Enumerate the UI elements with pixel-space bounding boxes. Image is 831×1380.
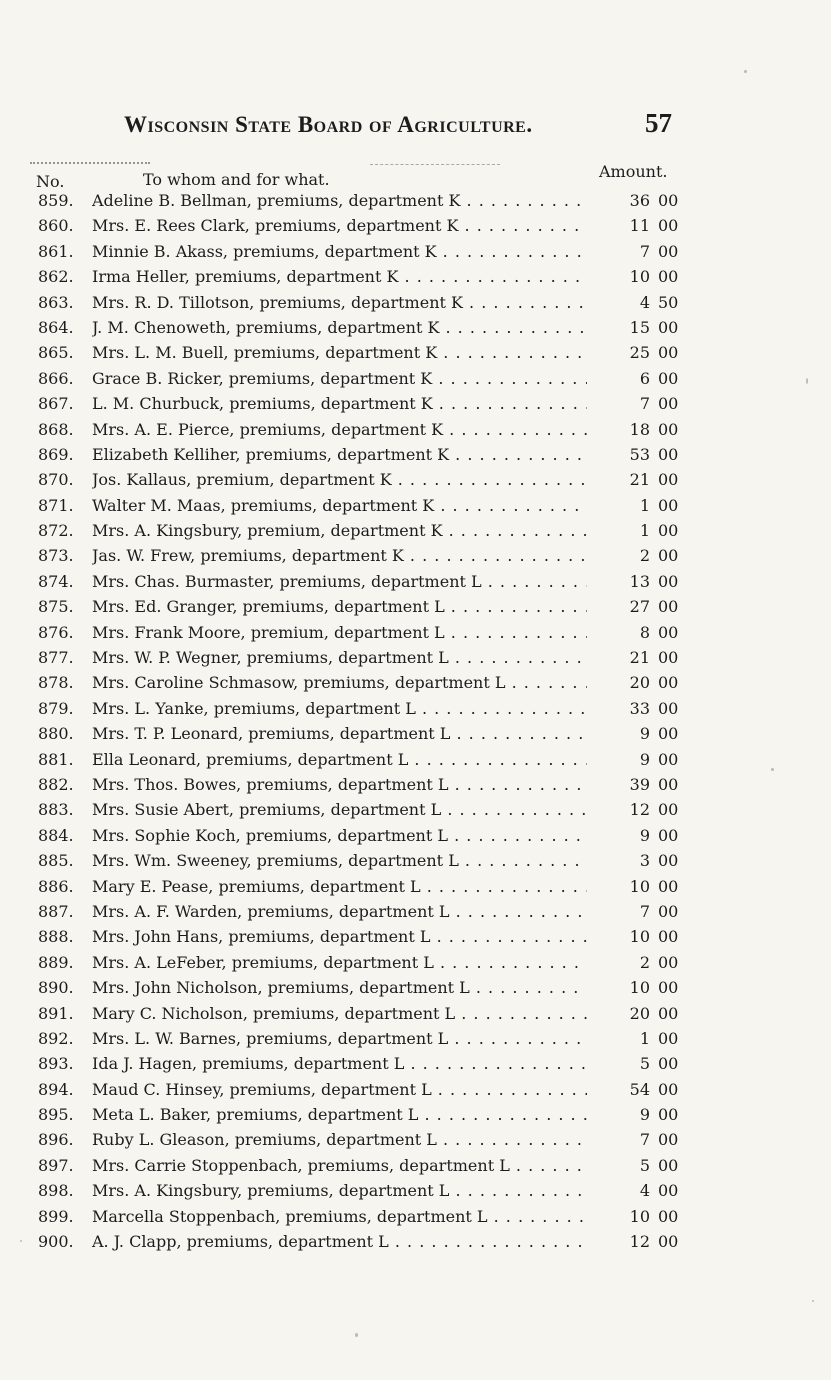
entry-description: Mrs. John Nicholson, premiums, department L . . . xyxy=(92,978,587,997)
table-row xyxy=(0,1026,831,1051)
table-row xyxy=(0,1204,831,1229)
table-row xyxy=(0,975,831,1000)
entry-description: J. M. Chenoweth, premiums, department K . . . xyxy=(92,318,587,337)
amount-dollars: 10 xyxy=(629,927,650,947)
entry-description: Walter M. Maas, premiums, department K . . . xyxy=(92,496,587,515)
amount-dollars: 9 xyxy=(639,749,650,769)
entry-number: 891. xyxy=(38,1003,74,1023)
amount-dollars: 25 xyxy=(629,343,650,363)
table-row xyxy=(0,874,831,899)
entry-number: 875. xyxy=(38,597,74,617)
amount-dollars: 2 xyxy=(639,952,650,972)
entry-description: Mrs. A. Kingsbury, premium, department K . . . xyxy=(92,521,587,540)
amount-dollars: 9 xyxy=(639,1105,650,1125)
amount-cents: 00 xyxy=(658,1181,679,1201)
entry-description: Jos. Kallaus, premium, department K . . . xyxy=(92,470,587,489)
amount-cents: 00 xyxy=(658,1232,679,1252)
entry-description: Mrs. Chas. Burmaster, premiums, department L . . . xyxy=(92,572,587,591)
entry-description: Adeline B. Bellman, premiums, department K . . . xyxy=(92,191,587,210)
entry-description: Mrs. L. W. Barnes, premiums, department L . . . xyxy=(92,1029,587,1048)
table-row xyxy=(0,442,831,467)
entry-description: Ruby L. Gleason, premiums, department L . . . xyxy=(92,1130,587,1149)
column-header-no: No. xyxy=(36,172,65,191)
amount-cents: 00 xyxy=(658,851,679,871)
amount-cents: 00 xyxy=(658,952,679,972)
print-speck xyxy=(812,1300,814,1302)
table-row xyxy=(0,340,831,365)
entry-number: 877. xyxy=(38,648,74,668)
amount-dollars: 12 xyxy=(629,1232,650,1252)
print-speck xyxy=(771,768,774,771)
amount-cents: 00 xyxy=(658,978,679,998)
amount-dollars: 12 xyxy=(629,800,650,820)
amount-dollars: 7 xyxy=(639,1130,650,1150)
amount-dollars: 21 xyxy=(629,470,650,490)
table-row xyxy=(0,823,831,848)
table-row xyxy=(0,264,831,289)
entry-number: 866. xyxy=(38,368,74,388)
entry-number: 894. xyxy=(38,1079,74,1099)
print-speck xyxy=(355,1333,358,1337)
amount-dollars: 4 xyxy=(639,1181,650,1201)
amount-dollars: 5 xyxy=(639,1155,650,1175)
entry-description: Mrs. Ed. Granger, premiums, department L . . . xyxy=(92,597,587,616)
print-speck xyxy=(20,1240,22,1242)
entry-number: 860. xyxy=(38,216,74,236)
page-number: 57 xyxy=(645,108,672,138)
entry-number: 869. xyxy=(38,444,74,464)
amount-cents: 00 xyxy=(658,368,679,388)
amount-cents: 00 xyxy=(658,648,679,668)
entry-description: A. J. Clapp, premiums, department L . . . xyxy=(92,1232,587,1251)
amount-dollars: 6 xyxy=(639,368,650,388)
entry-number: 859. xyxy=(38,191,74,210)
amount-dollars: 18 xyxy=(629,419,650,439)
table-row xyxy=(0,188,831,213)
table-row xyxy=(0,1001,831,1026)
entry-description: Mrs. A. LeFeber, premiums, department L . . . xyxy=(92,953,587,972)
running-title: Wisconsin State Board of Agriculture. xyxy=(124,112,533,137)
header-rule-mark xyxy=(30,162,150,170)
table-row xyxy=(0,620,831,645)
entry-number: 884. xyxy=(38,825,74,845)
entry-description: Ida J. Hagen, premiums, department L . . . xyxy=(92,1054,587,1073)
entry-description: Mary E. Pease, premiums, department L . . . xyxy=(92,877,587,896)
amount-dollars: 15 xyxy=(629,317,650,337)
amount-dollars: 3 xyxy=(639,851,650,871)
amount-cents: 00 xyxy=(658,825,679,845)
amount-dollars: 13 xyxy=(629,571,650,591)
amount-cents: 00 xyxy=(658,216,679,236)
entry-number: 896. xyxy=(38,1130,74,1150)
amount-cents: 00 xyxy=(658,470,679,490)
table-row xyxy=(0,1178,831,1203)
entry-number: 888. xyxy=(38,927,74,947)
entry-number: 865. xyxy=(38,343,74,363)
entry-number: 878. xyxy=(38,673,74,693)
entry-description: Mrs. Carrie Stoppenbach, premiums, department L . . . xyxy=(92,1156,587,1175)
header-rule-mark-right xyxy=(370,164,500,165)
entry-description: Maud C. Hinsey, premiums, department L . . . xyxy=(92,1080,587,1099)
table-row xyxy=(0,848,831,873)
print-speck xyxy=(744,70,747,73)
entry-number: 864. xyxy=(38,317,74,337)
amount-dollars: 4 xyxy=(639,292,650,312)
entry-number: 897. xyxy=(38,1155,74,1175)
amount-dollars: 21 xyxy=(629,648,650,668)
entry-number: 873. xyxy=(38,546,74,566)
entry-description: L. M. Churbuck, premiums, department K . . . xyxy=(92,394,587,413)
entry-number: 882. xyxy=(38,774,74,794)
amount-dollars: 2 xyxy=(639,546,650,566)
amount-cents: 00 xyxy=(658,419,679,439)
amount-cents: 00 xyxy=(658,571,679,591)
table-row xyxy=(0,1077,831,1102)
amount-cents: 00 xyxy=(658,800,679,820)
amount-cents: 00 xyxy=(658,1054,679,1074)
entry-number: 883. xyxy=(38,800,74,820)
amount-dollars: 9 xyxy=(639,825,650,845)
amount-cents: 00 xyxy=(658,901,679,921)
entry-description: Mrs. A. F. Warden, premiums, department L . . . xyxy=(92,902,587,921)
table-row xyxy=(0,721,831,746)
amount-dollars: 1 xyxy=(639,495,650,515)
amount-dollars: 36 xyxy=(629,191,650,210)
amount-cents: 00 xyxy=(658,1206,679,1226)
amount-cents: 00 xyxy=(658,521,679,541)
amount-cents: 00 xyxy=(658,876,679,896)
table-row xyxy=(0,1102,831,1127)
entry-number: 895. xyxy=(38,1105,74,1125)
amount-dollars: 20 xyxy=(629,1003,650,1023)
entry-number: 889. xyxy=(38,952,74,972)
entry-description: Mrs. Caroline Schmasow, premiums, department L . . . xyxy=(92,673,587,692)
entry-number: 861. xyxy=(38,241,74,261)
entry-description: Ella Leonard, premiums, department L . . . xyxy=(92,750,587,769)
entry-number: 899. xyxy=(38,1206,74,1226)
entry-description: Mrs. L. Yanke, premiums, department L . . . xyxy=(92,699,587,718)
table-row xyxy=(0,518,831,543)
amount-cents: 00 xyxy=(658,1130,679,1150)
amount-dollars: 33 xyxy=(629,698,650,718)
amount-cents: 00 xyxy=(658,1028,679,1048)
table-row xyxy=(0,797,831,822)
table-row xyxy=(0,239,831,264)
amount-cents: 00 xyxy=(658,317,679,337)
entry-description: Mrs. R. D. Tillotson, premiums, department K . . . xyxy=(92,293,587,312)
entry-number: 881. xyxy=(38,749,74,769)
amount-cents: 00 xyxy=(658,927,679,947)
table-row xyxy=(0,315,831,340)
amount-cents: 00 xyxy=(658,343,679,363)
entry-number: 871. xyxy=(38,495,74,515)
amount-cents: 00 xyxy=(658,191,679,210)
amount-cents: 00 xyxy=(658,673,679,693)
amount-dollars: 7 xyxy=(639,241,650,261)
entry-description: Mrs. Sophie Koch, premiums, department L . . . xyxy=(92,826,587,845)
amount-dollars: 9 xyxy=(639,724,650,744)
entry-number: 867. xyxy=(38,394,74,414)
table-row xyxy=(0,213,831,238)
entry-number: 876. xyxy=(38,622,74,642)
entry-description: Mrs. E. Rees Clark, premiums, department K . . . xyxy=(92,216,587,235)
table-row xyxy=(0,645,831,670)
amount-dollars: 53 xyxy=(629,444,650,464)
entry-number: 880. xyxy=(38,724,74,744)
amount-dollars: 1 xyxy=(639,521,650,541)
amount-dollars: 10 xyxy=(629,876,650,896)
entry-description: Irma Heller, premiums, department K . . . xyxy=(92,267,587,286)
entry-description: Mrs. Thos. Bowes, premiums, department L . . . xyxy=(92,775,587,794)
amount-dollars: 20 xyxy=(629,673,650,693)
entry-description: Marcella Stoppenbach, premiums, department L . . . xyxy=(92,1207,587,1226)
ledger-table xyxy=(0,188,831,1254)
amount-cents: 00 xyxy=(658,267,679,287)
entry-number: 879. xyxy=(38,698,74,718)
table-row xyxy=(0,366,831,391)
amount-cents: 00 xyxy=(658,394,679,414)
amount-cents: 00 xyxy=(658,774,679,794)
entry-description: Mrs. A. E. Pierce, premiums, department K . . . xyxy=(92,420,587,439)
entry-description: Jas. W. Frew, premiums, department K . . . xyxy=(92,546,587,565)
amount-dollars: 10 xyxy=(629,267,650,287)
amount-dollars: 54 xyxy=(629,1079,650,1099)
amount-dollars: 11 xyxy=(629,216,650,236)
table-row xyxy=(0,924,831,949)
page-header xyxy=(0,108,831,148)
table-row xyxy=(0,772,831,797)
amount-cents: 00 xyxy=(658,241,679,261)
entry-number: 870. xyxy=(38,470,74,490)
amount-cents: 00 xyxy=(658,1079,679,1099)
amount-cents: 00 xyxy=(658,724,679,744)
table-row xyxy=(0,493,831,518)
entry-number: 898. xyxy=(38,1181,74,1201)
amount-dollars: 1 xyxy=(639,1028,650,1048)
table-row xyxy=(0,670,831,695)
entry-description: Elizabeth Kelliher, premiums, department K . . . xyxy=(92,445,587,464)
entry-description: Meta L. Baker, premiums, department L . . . xyxy=(92,1105,587,1124)
print-speck xyxy=(806,378,808,384)
entry-description: Mrs. Wm. Sweeney, premiums, department L . . . xyxy=(92,851,587,870)
table-row xyxy=(0,747,831,772)
amount-dollars: 7 xyxy=(639,901,650,921)
entry-number: 900. xyxy=(38,1232,74,1252)
entry-description: Mrs. T. P. Leonard, premiums, department L . . . xyxy=(92,724,587,743)
entry-number: 874. xyxy=(38,571,74,591)
table-row xyxy=(0,1127,831,1152)
table-row xyxy=(0,391,831,416)
amount-dollars: 10 xyxy=(629,978,650,998)
entry-number: 862. xyxy=(38,267,74,287)
entry-number: 887. xyxy=(38,901,74,921)
amount-cents: 00 xyxy=(658,1105,679,1125)
entry-description: Mary C. Nicholson, premiums, department L . . . xyxy=(92,1004,587,1023)
amount-cents: 00 xyxy=(658,546,679,566)
table-row xyxy=(0,1229,831,1254)
entry-number: 868. xyxy=(38,419,74,439)
amount-cents: 00 xyxy=(658,495,679,515)
amount-cents: 50 xyxy=(658,292,679,312)
entry-number: 890. xyxy=(38,978,74,998)
amount-dollars: 5 xyxy=(639,1054,650,1074)
table-row xyxy=(0,899,831,924)
entry-number: 885. xyxy=(38,851,74,871)
entry-number: 886. xyxy=(38,876,74,896)
table-row xyxy=(0,1051,831,1076)
table-row xyxy=(0,569,831,594)
entry-number: 863. xyxy=(38,292,74,312)
amount-cents: 00 xyxy=(658,444,679,464)
entry-description: Minnie B. Akass, premiums, department K . . . xyxy=(92,242,587,261)
entry-description: Mrs. L. M. Buell, premiums, department K . . . xyxy=(92,343,587,362)
amount-dollars: 8 xyxy=(639,622,650,642)
entry-description: Mrs. Frank Moore, premium, department L . . . xyxy=(92,623,587,642)
table-row xyxy=(0,543,831,568)
amount-cents: 00 xyxy=(658,1003,679,1023)
entry-number: 892. xyxy=(38,1028,74,1048)
table-row xyxy=(0,417,831,442)
amount-dollars: 39 xyxy=(629,774,650,794)
amount-cents: 00 xyxy=(658,749,679,769)
entry-description: Mrs. A. Kingsbury, premiums, department L . . . xyxy=(92,1181,587,1200)
amount-cents: 00 xyxy=(658,597,679,617)
amount-dollars: 10 xyxy=(629,1206,650,1226)
table-row xyxy=(0,594,831,619)
entry-description: Mrs. John Hans, premiums, department L . . . xyxy=(92,927,587,946)
column-header-amount: Amount. xyxy=(599,162,668,181)
table-row xyxy=(0,950,831,975)
entry-description: Grace B. Ricker, premiums, department K . . . xyxy=(92,369,587,388)
amount-dollars: 7 xyxy=(639,394,650,414)
entry-number: 893. xyxy=(38,1054,74,1074)
entry-description: Mrs. Susie Abert, premiums, department L . . . xyxy=(92,800,587,819)
entry-number: 872. xyxy=(38,521,74,541)
table-row xyxy=(0,290,831,315)
amount-dollars: 27 xyxy=(629,597,650,617)
column-header-description: To whom and for what. xyxy=(143,170,330,189)
amount-cents: 00 xyxy=(658,622,679,642)
table-row xyxy=(0,1153,831,1178)
table-row xyxy=(0,467,831,492)
entry-description: Mrs. W. P. Wegner, premiums, department L . . . xyxy=(92,648,587,667)
amount-cents: 00 xyxy=(658,1155,679,1175)
table-row xyxy=(0,696,831,721)
amount-cents: 00 xyxy=(658,698,679,718)
